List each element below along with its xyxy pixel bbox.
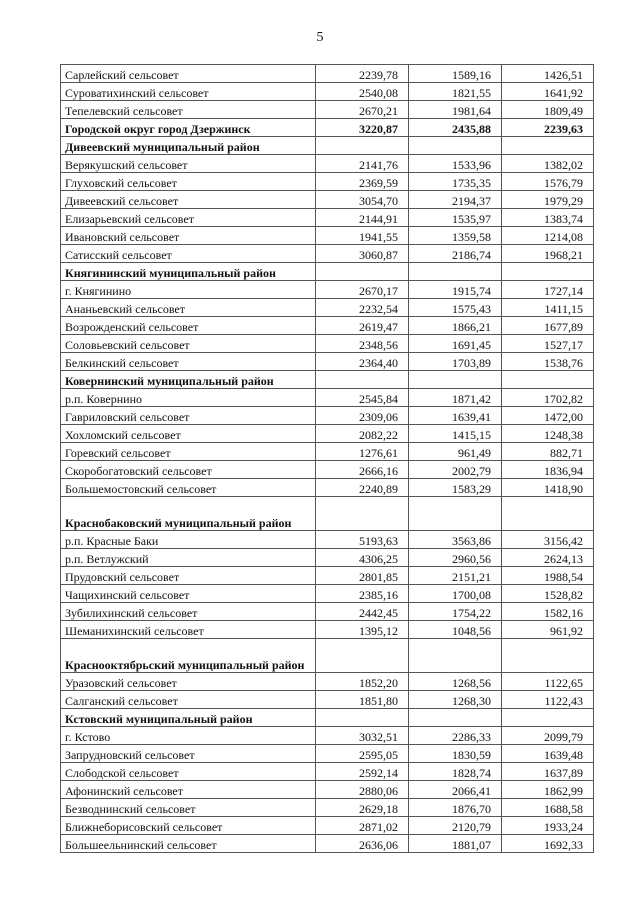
value-3-cell: 1426,51 [502, 65, 594, 83]
value-3-cell: 1933,24 [502, 817, 594, 835]
table-row [61, 673, 594, 691]
value-2-cell: 1754,22 [409, 603, 502, 621]
name-cell: Ближнеборисовский сельсовет [61, 817, 316, 835]
table-row [61, 407, 594, 425]
page-number: 5 [316, 30, 324, 45]
value-3-cell: 1677,89 [502, 317, 594, 335]
table-row [61, 461, 594, 479]
value-1-cell: 2369,59 [316, 173, 409, 191]
value-3-cell: 1527,17 [502, 335, 594, 353]
value-2-cell: 1583,29 [409, 479, 502, 497]
value-3-cell: 2239,63 [502, 119, 594, 137]
name-cell: Большеельнинский сельсовет [61, 835, 316, 853]
table-row [61, 227, 594, 245]
value-3-cell: 2624,13 [502, 549, 594, 567]
section-header-row [61, 639, 594, 673]
value-2-cell: 1703,89 [409, 353, 502, 371]
value-1-cell: 2801,85 [316, 567, 409, 585]
value-2-cell [409, 263, 502, 281]
value-3-cell: 1576,79 [502, 173, 594, 191]
value-2-cell: 1821,55 [409, 83, 502, 101]
table-row [61, 83, 594, 101]
value-3-cell [502, 263, 594, 281]
name-cell: Городской округ город Дзержинск [61, 119, 316, 137]
name-cell: Уразовский сельсовет [61, 673, 316, 691]
value-1-cell: 4306,25 [316, 549, 409, 567]
name-cell: Возрожденский сельсовет [61, 317, 316, 335]
name-cell: Верякушский сельсовет [61, 155, 316, 173]
table-row [61, 745, 594, 763]
value-2-cell: 1881,07 [409, 835, 502, 853]
value-2-cell: 1575,43 [409, 299, 502, 317]
table-row [61, 479, 594, 497]
value-2-cell: 1871,42 [409, 389, 502, 407]
value-3-cell: 1122,43 [502, 691, 594, 709]
value-3-cell: 1418,90 [502, 479, 594, 497]
value-2-cell [409, 137, 502, 155]
name-cell: Краснобаковский муниципальный район [61, 497, 316, 531]
name-cell: Елизарьевский сельсовет [61, 209, 316, 227]
value-2-cell: 2002,79 [409, 461, 502, 479]
value-2-cell: 2286,33 [409, 727, 502, 745]
table-row [61, 155, 594, 173]
name-cell: Гавриловский сельсовет [61, 407, 316, 425]
value-1-cell: 2871,02 [316, 817, 409, 835]
value-2-cell: 2066,41 [409, 781, 502, 799]
name-cell: Афонинский сельсовет [61, 781, 316, 799]
value-1-cell [316, 709, 409, 727]
value-1-cell: 2545,84 [316, 389, 409, 407]
value-2-cell: 1828,74 [409, 763, 502, 781]
value-2-cell: 2120,79 [409, 817, 502, 835]
value-3-cell [502, 639, 594, 673]
value-1-cell: 2880,06 [316, 781, 409, 799]
value-1-cell: 2540,08 [316, 83, 409, 101]
name-cell: Сарлейский сельсовет [61, 65, 316, 83]
table-row [61, 727, 594, 745]
section-header-row [61, 263, 594, 281]
table-row [61, 65, 594, 83]
name-cell: р.п. Ковернино [61, 389, 316, 407]
value-1-cell: 1941,55 [316, 227, 409, 245]
value-1-cell: 1852,20 [316, 673, 409, 691]
value-1-cell: 2232,54 [316, 299, 409, 317]
value-1-cell: 2082,22 [316, 425, 409, 443]
name-cell: р.п. Красные Баки [61, 531, 316, 549]
table-row [61, 781, 594, 799]
value-2-cell: 2960,56 [409, 549, 502, 567]
table-row [61, 245, 594, 263]
value-3-cell: 1472,00 [502, 407, 594, 425]
value-2-cell: 1359,58 [409, 227, 502, 245]
table-row [61, 353, 594, 371]
value-3-cell: 1528,82 [502, 585, 594, 603]
value-2-cell: 1866,21 [409, 317, 502, 335]
value-1-cell: 2670,21 [316, 101, 409, 119]
value-1-cell: 2239,78 [316, 65, 409, 83]
value-2-cell: 2435,88 [409, 119, 502, 137]
value-3-cell: 1988,54 [502, 567, 594, 585]
name-cell: Ананьевский сельсовет [61, 299, 316, 317]
table-row [61, 603, 594, 621]
value-3-cell: 1122,65 [502, 673, 594, 691]
value-3-cell: 3156,42 [502, 531, 594, 549]
table-row [61, 425, 594, 443]
name-cell: Соловьевский сельсовет [61, 335, 316, 353]
table-row [61, 209, 594, 227]
value-3-cell: 1637,89 [502, 763, 594, 781]
name-cell: г. Кстово [61, 727, 316, 745]
value-1-cell: 5193,63 [316, 531, 409, 549]
table-row [61, 299, 594, 317]
value-3-cell: 1968,21 [502, 245, 594, 263]
value-1-cell [316, 371, 409, 389]
value-3-cell: 1836,94 [502, 461, 594, 479]
value-1-cell: 3054,70 [316, 191, 409, 209]
value-2-cell: 1268,30 [409, 691, 502, 709]
table-row [61, 763, 594, 781]
value-3-cell: 1979,29 [502, 191, 594, 209]
name-cell: Белкинский сельсовет [61, 353, 316, 371]
value-2-cell: 1830,59 [409, 745, 502, 763]
table-row [61, 585, 594, 603]
value-3-cell: 1538,76 [502, 353, 594, 371]
name-cell: Запрудновский сельсовет [61, 745, 316, 763]
value-2-cell: 1639,41 [409, 407, 502, 425]
name-cell: Горевский сельсовет [61, 443, 316, 461]
value-1-cell: 2144,91 [316, 209, 409, 227]
value-3-cell [502, 709, 594, 727]
name-cell: Прудовский сельсовет [61, 567, 316, 585]
value-2-cell [409, 709, 502, 727]
section-header-row [61, 137, 594, 155]
value-1-cell [316, 137, 409, 155]
value-2-cell: 2151,21 [409, 567, 502, 585]
value-2-cell: 2186,74 [409, 245, 502, 263]
name-cell: Дивеевский муниципальный район [61, 137, 316, 155]
value-1-cell: 1395,12 [316, 621, 409, 639]
name-cell: Хохломский сельсовет [61, 425, 316, 443]
value-3-cell: 1862,99 [502, 781, 594, 799]
name-cell: Зубилихинский сельсовет [61, 603, 316, 621]
table-row [61, 531, 594, 549]
name-cell: Суроватихинский сельсовет [61, 83, 316, 101]
value-2-cell: 1533,96 [409, 155, 502, 173]
name-cell: г. Княгинино [61, 281, 316, 299]
table-row [61, 691, 594, 709]
value-1-cell: 2636,06 [316, 835, 409, 853]
section-header-row [61, 371, 594, 389]
value-1-cell: 2240,89 [316, 479, 409, 497]
value-3-cell: 1411,15 [502, 299, 594, 317]
value-1-cell: 2364,40 [316, 353, 409, 371]
value-1-cell [316, 497, 409, 531]
value-3-cell: 1382,02 [502, 155, 594, 173]
table-row [61, 281, 594, 299]
value-3-cell: 1582,16 [502, 603, 594, 621]
value-2-cell: 1535,97 [409, 209, 502, 227]
name-cell: Краснооктябрьский муниципальный район [61, 639, 316, 673]
value-2-cell: 961,49 [409, 443, 502, 461]
table-row [61, 335, 594, 353]
name-cell: Кстовский муниципальный район [61, 709, 316, 727]
table-row [61, 835, 594, 853]
name-cell: Безводнинский сельсовет [61, 799, 316, 817]
name-cell: Дивеевский сельсовет [61, 191, 316, 209]
value-1-cell: 2592,14 [316, 763, 409, 781]
value-2-cell: 3563,86 [409, 531, 502, 549]
value-3-cell: 882,71 [502, 443, 594, 461]
data-table [60, 64, 594, 853]
value-1-cell: 3220,87 [316, 119, 409, 137]
name-cell: Чащихинский сельсовет [61, 585, 316, 603]
value-1-cell: 2442,45 [316, 603, 409, 621]
table-row [61, 799, 594, 817]
name-cell: р.п. Ветлужский [61, 549, 316, 567]
section-header-row [61, 709, 594, 727]
value-3-cell: 1692,33 [502, 835, 594, 853]
value-3-cell: 1702,82 [502, 389, 594, 407]
value-2-cell [409, 497, 502, 531]
value-1-cell: 3032,51 [316, 727, 409, 745]
value-1-cell: 2309,06 [316, 407, 409, 425]
value-1-cell: 1851,80 [316, 691, 409, 709]
value-1-cell: 2619,47 [316, 317, 409, 335]
name-cell: Большемостовский сельсовет [61, 479, 316, 497]
value-1-cell: 2629,18 [316, 799, 409, 817]
name-cell: Салганский сельсовет [61, 691, 316, 709]
table-row [61, 101, 594, 119]
value-2-cell: 1268,56 [409, 673, 502, 691]
value-2-cell: 2194,37 [409, 191, 502, 209]
value-2-cell [409, 371, 502, 389]
section-header-row [61, 119, 594, 137]
value-3-cell [502, 497, 594, 531]
value-3-cell: 2099,79 [502, 727, 594, 745]
table-row [61, 567, 594, 585]
value-1-cell: 1276,61 [316, 443, 409, 461]
value-3-cell: 1639,48 [502, 745, 594, 763]
section-header-row [61, 497, 594, 531]
value-1-cell: 2670,17 [316, 281, 409, 299]
value-3-cell [502, 137, 594, 155]
name-cell: Сатисский сельсовет [61, 245, 316, 263]
name-cell: Слободской сельсовет [61, 763, 316, 781]
name-cell: Княгининский муниципальный район [61, 263, 316, 281]
value-1-cell [316, 263, 409, 281]
value-2-cell [409, 639, 502, 673]
value-1-cell: 3060,87 [316, 245, 409, 263]
name-cell: Глуховский сельсовет [61, 173, 316, 191]
value-3-cell: 1809,49 [502, 101, 594, 119]
name-cell: Тепелевский сельсовет [61, 101, 316, 119]
table-row [61, 443, 594, 461]
table-row [61, 389, 594, 407]
value-2-cell: 1700,08 [409, 585, 502, 603]
value-2-cell: 1876,70 [409, 799, 502, 817]
value-1-cell: 2348,56 [316, 335, 409, 353]
value-1-cell [316, 639, 409, 673]
value-3-cell: 1727,14 [502, 281, 594, 299]
value-2-cell: 1691,45 [409, 335, 502, 353]
value-2-cell: 1735,35 [409, 173, 502, 191]
table-row [61, 817, 594, 835]
value-3-cell: 1641,92 [502, 83, 594, 101]
value-2-cell: 1981,64 [409, 101, 502, 119]
table-row [61, 549, 594, 567]
value-1-cell: 2595,05 [316, 745, 409, 763]
value-2-cell: 1415,15 [409, 425, 502, 443]
value-2-cell: 1589,16 [409, 65, 502, 83]
table-row [61, 317, 594, 335]
value-3-cell: 1383,74 [502, 209, 594, 227]
value-1-cell: 2385,16 [316, 585, 409, 603]
name-cell: Ковернинский муниципальный район [61, 371, 316, 389]
value-2-cell: 1048,56 [409, 621, 502, 639]
table-body [61, 65, 594, 853]
value-3-cell [502, 371, 594, 389]
table-row [61, 173, 594, 191]
value-3-cell: 1688,58 [502, 799, 594, 817]
table-row [61, 191, 594, 209]
value-1-cell: 2666,16 [316, 461, 409, 479]
table-row [61, 621, 594, 639]
value-1-cell: 2141,76 [316, 155, 409, 173]
value-3-cell: 1214,08 [502, 227, 594, 245]
value-3-cell: 1248,38 [502, 425, 594, 443]
name-cell: Шеманихинский сельсовет [61, 621, 316, 639]
value-3-cell: 961,92 [502, 621, 594, 639]
name-cell: Скоробогатовский сельсовет [61, 461, 316, 479]
value-2-cell: 1915,74 [409, 281, 502, 299]
name-cell: Ивановский сельсовет [61, 227, 316, 245]
